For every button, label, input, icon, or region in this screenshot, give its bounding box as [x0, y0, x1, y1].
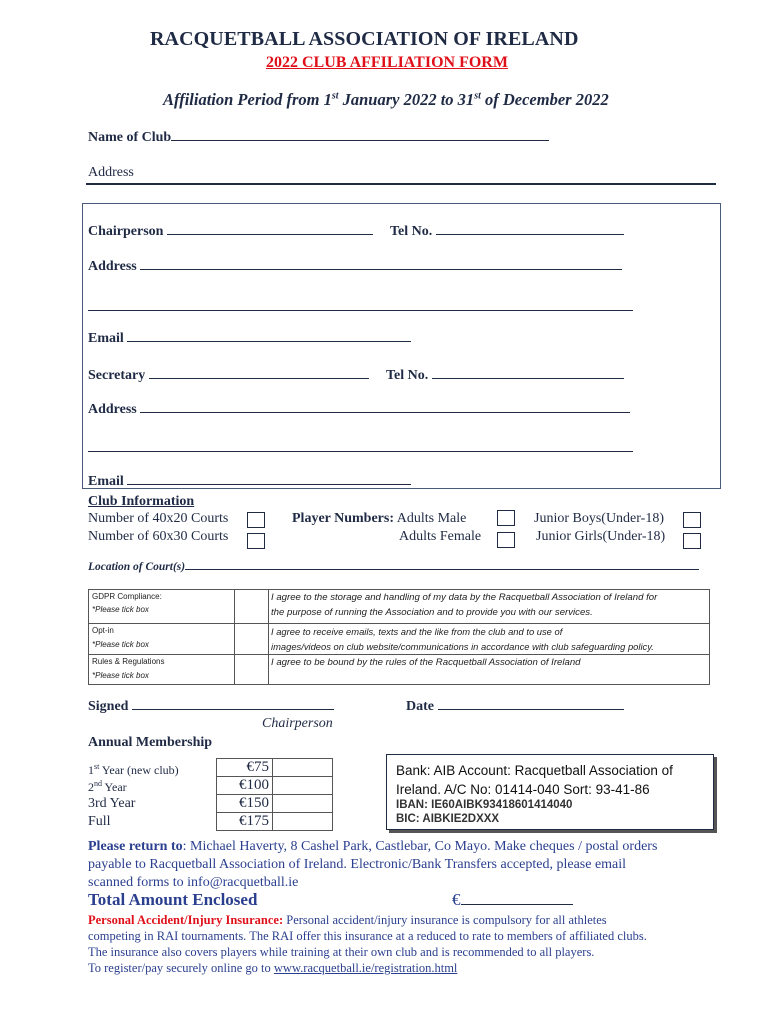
membership-fee-table	[216, 758, 333, 831]
chairperson-field[interactable]: Chairperson	[88, 224, 373, 240]
return-info: Please return to: Michael Haverty, 8 Cashel Park, Castlebar, Co Mayo. Make cheques / postal orders payable to Racquetball Association of Ireland. Electronic/Bank Transfers accepted, please email scanned forms to info@racquetball.ie	[88, 839, 658, 890]
chair-email-field[interactable]: Email	[88, 331, 411, 347]
bank-details-box	[386, 754, 714, 830]
form-subtitle: 2022 CLUB AFFILIATION FORM	[266, 54, 508, 71]
rules-checkbox[interactable]	[235, 655, 269, 685]
fee-cell: €75	[217, 759, 273, 777]
membership-heading: Annual Membership	[88, 735, 213, 750]
optin-label-cell: Opt-in *Please tick box	[89, 624, 235, 655]
club-name-field[interactable]: Name of Club	[88, 130, 549, 146]
total-amount-label: Total Amount Enclosed	[88, 890, 258, 909]
membership-row-1: 1st Year (new club)	[88, 762, 179, 777]
fee-tick-cell[interactable]	[273, 813, 333, 831]
gdpr-checkbox[interactable]	[235, 590, 269, 624]
fee-tick-cell[interactable]	[273, 795, 333, 813]
courts-60-label: Number of 60x30 Courts	[88, 529, 229, 544]
fee-cell: €150	[217, 795, 273, 813]
courts-60-checkbox[interactable]	[247, 533, 265, 549]
club-address-label: Address	[88, 165, 134, 180]
rules-label-cell: Rules & Regulations *Please tick box	[89, 655, 235, 685]
courts-40-label: Number of 40x20 Courts	[88, 511, 229, 526]
junior-girls-checkbox[interactable]	[683, 533, 701, 549]
secretary-email-field[interactable]: Email	[88, 474, 411, 490]
fee-cell: €100	[217, 777, 273, 795]
consent-table	[88, 589, 710, 685]
insurance-info: Personal Accident/Injury Insurance: Personal accident/injury insurance is compulsory for all athletes competing in RAI tournaments. The RAI offer this insurance at a reduced to rate to members of affiliated clubs. The insurance also covers players while training at their own club and is recommended to all players. To register/pay securely online go to www.racquetball.ie/registration.html	[88, 913, 647, 975]
location-field[interactable]: Location of Court(s)	[88, 561, 699, 573]
page-title: RACQUETBALL ASSOCIATION OF IRELAND	[150, 28, 579, 50]
fee-cell: €175	[217, 813, 273, 831]
adults-female-checkbox[interactable]	[497, 532, 515, 548]
fee-tick-cell[interactable]	[273, 759, 333, 777]
chair-address-field[interactable]: Address	[88, 259, 622, 275]
club-info-heading: Club Information	[88, 494, 195, 509]
gdpr-text-cell: I agree to the storage and handling of my data by the Racquetball Association of Ireland for the purpose of running the Association and to provide you with our services.	[269, 590, 710, 624]
bank-line-2: Ireland. A/C No: 01414-040 Sort: 93-41-86	[396, 782, 650, 797]
junior-girls-label: Junior Girls(Under-18)	[536, 529, 666, 544]
total-amount-field[interactable]: €	[452, 890, 573, 910]
signed-field[interactable]: Signed	[88, 699, 334, 715]
membership-row-3: 3rd Year	[88, 796, 136, 811]
adults-male-checkbox[interactable]	[497, 510, 515, 526]
gdpr-label-cell: GDPR Compliance: *Please tick box	[89, 590, 235, 624]
secretary-tel-field[interactable]: Tel No.	[386, 368, 624, 384]
membership-row-2: 2nd Year	[88, 779, 127, 794]
bank-bic: BIC: AIBKIE2DXXX	[396, 813, 500, 825]
optin-checkbox[interactable]	[235, 624, 269, 655]
courts-40-checkbox[interactable]	[247, 512, 265, 528]
rules-text-cell: I agree to be bound by the rules of the Racquetball Association of Ireland	[269, 655, 710, 685]
registration-link[interactable]: www.racquetball.ie/registration.html	[273, 961, 458, 975]
bank-iban: IBAN: IE60AIBK93418601414040	[396, 799, 573, 811]
junior-boys-label: Junior Boys(Under-18)	[534, 511, 664, 526]
secretary-field[interactable]: Secretary	[88, 368, 369, 384]
affiliation-period: Affiliation Period from 1st January 2022 to 31st of December 2022	[163, 90, 609, 109]
fee-tick-cell[interactable]	[273, 777, 333, 795]
optin-text-cell: I agree to receive emails, texts and the like from the club and to use of images/videos on club website/communications in accordance with club safeguarding policy.	[269, 624, 710, 655]
membership-row-4: Full	[88, 814, 111, 829]
player-numbers: Player Numbers: Adults Male	[292, 511, 467, 526]
signature-caption: Chairperson	[262, 716, 333, 731]
adults-female-label: Adults Female	[399, 529, 482, 544]
chair-tel-field[interactable]: Tel No.	[390, 224, 624, 240]
bank-line-1: Bank: AIB Account: Racquetball Association of	[396, 763, 673, 778]
date-field[interactable]: Date	[406, 699, 624, 715]
club-address-line[interactable]	[86, 183, 716, 185]
secretary-address-field[interactable]: Address	[88, 402, 630, 418]
junior-boys-checkbox[interactable]	[683, 512, 701, 528]
secretary-address-line-2[interactable]	[88, 451, 633, 452]
chair-address-line-2[interactable]	[88, 310, 633, 311]
